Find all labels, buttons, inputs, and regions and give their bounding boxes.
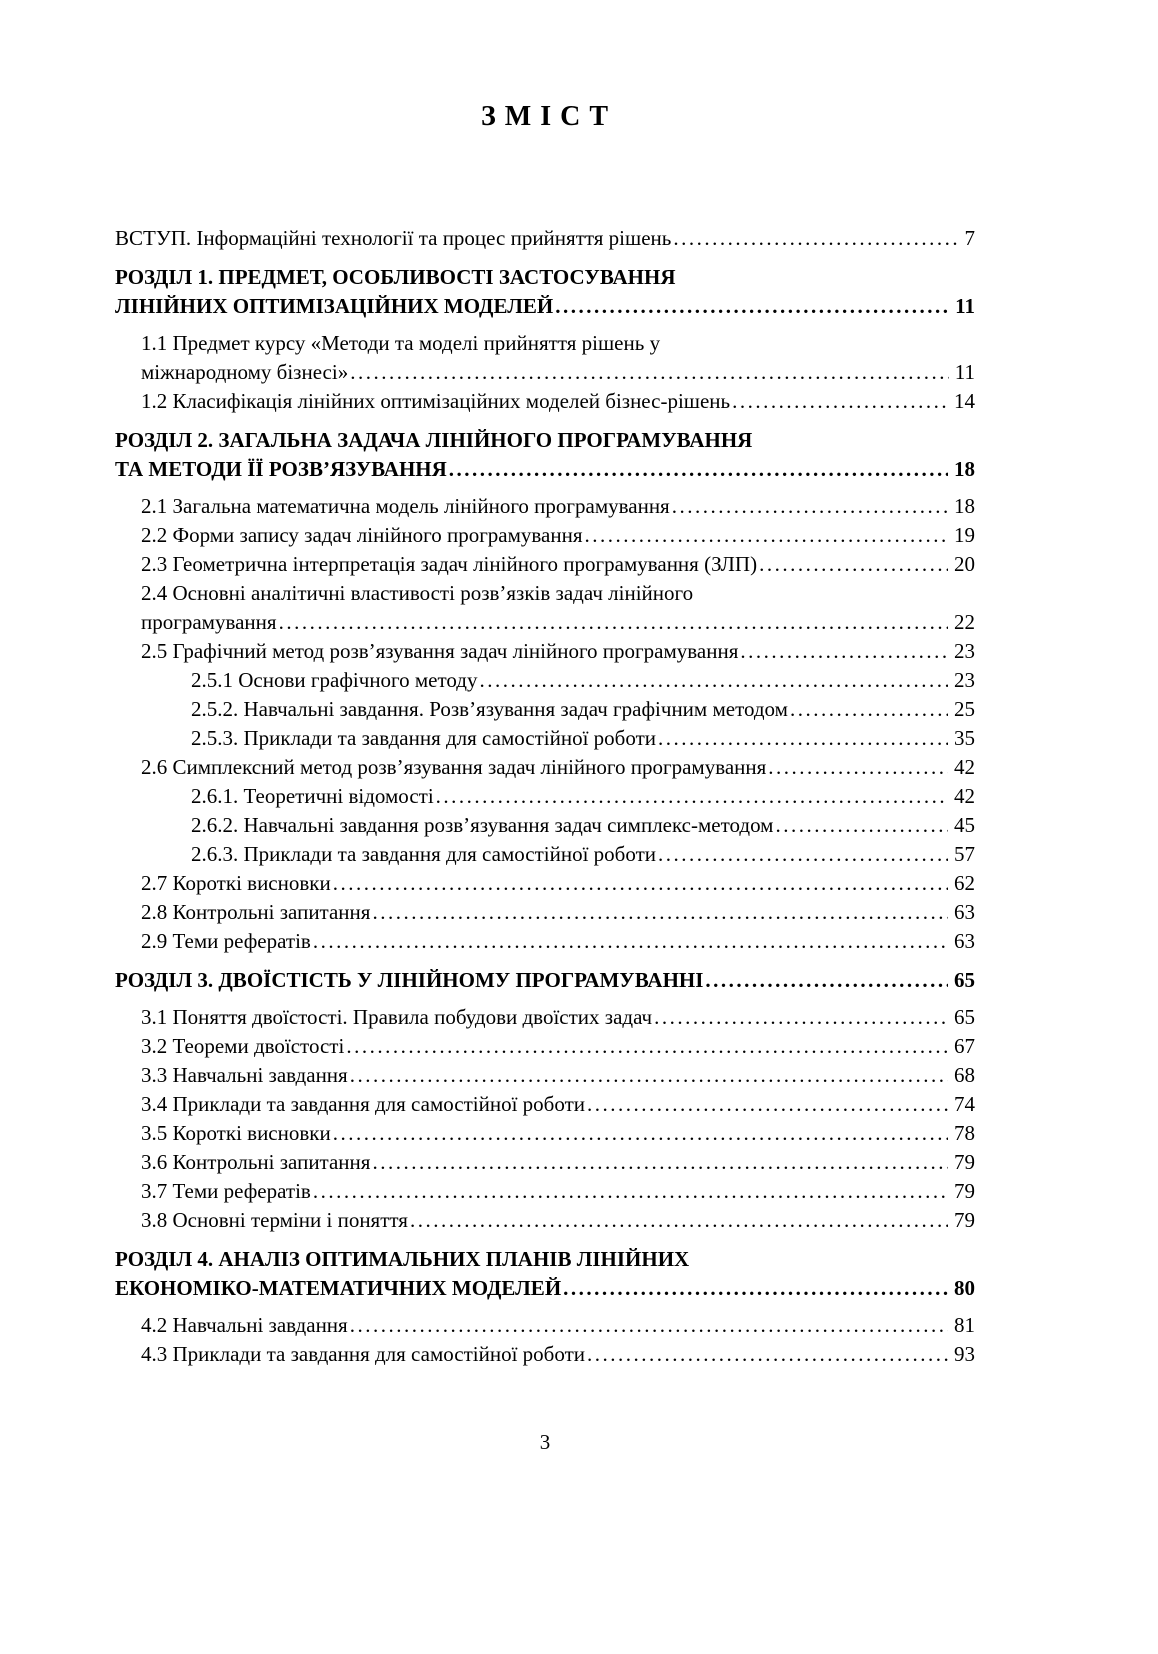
toc-entry	[115, 927, 975, 956]
toc-entry-text: 2.9 Теми рефератів	[141, 929, 311, 953]
toc-entry	[115, 224, 975, 253]
toc-entry	[115, 492, 975, 521]
toc-line	[141, 637, 975, 666]
toc-entry-text: ТА МЕТОДИ ЇЇ РОЗВ’ЯЗУВАННЯ	[115, 457, 447, 481]
toc-entry-text: 3.2 Теореми двоїстості	[141, 1034, 345, 1058]
toc-entry-text: програмування	[141, 610, 277, 634]
toc-line	[191, 695, 975, 724]
dot-leader	[333, 869, 948, 898]
dot-leader	[654, 1003, 948, 1032]
dot-leader	[672, 492, 948, 521]
toc-entry-page: 7	[964, 226, 975, 250]
toc-entry	[115, 840, 975, 869]
toc-entry-page: 80	[954, 1276, 975, 1300]
toc-entry	[115, 1003, 975, 1032]
toc-entry-page: 45	[954, 813, 975, 837]
dot-leader	[775, 811, 948, 840]
toc-entry-page: 22	[954, 610, 975, 634]
toc-entry	[115, 387, 975, 416]
toc-line	[141, 1177, 975, 1206]
toc-line	[141, 550, 975, 579]
dot-leader	[313, 927, 948, 956]
toc-entry	[115, 898, 975, 927]
toc-line	[141, 521, 975, 550]
toc-entry-section	[115, 966, 975, 995]
dot-leader	[449, 455, 948, 484]
toc-entry	[115, 724, 975, 753]
toc-entry-text: 2.2 Форми запису задач лінійного програмування	[141, 523, 583, 547]
toc-line	[141, 329, 975, 358]
dot-leader	[587, 1090, 948, 1119]
dot-leader	[479, 666, 948, 695]
toc-entry-page: 11	[954, 360, 975, 384]
toc-entry-text: 1.1 Предмет курсу «Методи та моделі прийняття рішень у	[141, 331, 661, 355]
toc-entry-text: 2.4 Основні аналітичні властивості розв’язків задач лінійного	[141, 581, 694, 605]
toc-line	[141, 1090, 975, 1119]
toc-entry-page: 68	[954, 1063, 975, 1087]
toc-line	[141, 898, 975, 927]
toc-list	[115, 224, 975, 1369]
toc-line	[141, 927, 975, 956]
toc-entry-text: 2.8 Контрольні запитання	[141, 900, 371, 924]
toc-line	[141, 579, 975, 608]
toc-entry-section	[115, 426, 975, 484]
toc-entry-page: 25	[954, 697, 975, 721]
toc-entry	[115, 666, 975, 695]
page-title: З М І С Т	[481, 101, 609, 132]
toc-line	[115, 455, 975, 484]
toc-entry-text: 4.3 Приклади та завдання для самостійної роботи	[141, 1342, 585, 1366]
dot-leader	[759, 550, 948, 579]
dot-leader	[313, 1177, 948, 1206]
toc-entry-page: 79	[954, 1150, 975, 1174]
toc-entry	[115, 869, 975, 898]
toc-entry-section	[115, 1245, 975, 1303]
toc-entry-text: 3.5 Короткі висновки	[141, 1121, 331, 1145]
dot-leader	[372, 1148, 948, 1177]
toc-line	[141, 1340, 975, 1369]
toc-entry-text: 2.6.3. Приклади та завдання для самостійної роботи	[191, 842, 656, 866]
toc-line	[141, 492, 975, 521]
toc-line	[141, 1311, 975, 1340]
toc-entry	[115, 1061, 975, 1090]
toc-entry-text: міжнародному бізнесі»	[141, 360, 349, 384]
toc-entry-text: РОЗДІЛ 1. ПРЕДМЕТ, ОСОБЛИВОСТІ ЗАСТОСУВАННЯ	[115, 265, 676, 289]
dot-leader	[350, 1061, 948, 1090]
toc-entry-text: ЕКОНОМІКО-МАТЕМАТИЧНИХ МОДЕЛЕЙ	[115, 1276, 562, 1300]
toc-entry	[115, 1206, 975, 1235]
toc-line	[141, 1003, 975, 1032]
dot-leader	[658, 724, 948, 753]
toc-entry	[115, 1032, 975, 1061]
toc-entry	[115, 329, 975, 387]
toc-line	[141, 753, 975, 782]
toc-line	[115, 263, 975, 292]
toc-line	[141, 1119, 975, 1148]
toc-entry-text: 2.6.1. Теоретичні відомості	[191, 784, 434, 808]
toc-entry-page: 20	[954, 552, 975, 576]
toc-entry-page: 63	[954, 900, 975, 924]
toc-entry	[115, 695, 975, 724]
toc-line	[141, 608, 975, 637]
dot-leader	[673, 224, 958, 253]
toc-line	[115, 1274, 975, 1303]
toc-entry-text: РОЗДІЛ 4. АНАЛІЗ ОПТИМАЛЬНИХ ПЛАНІВ ЛІНІЙНИХ	[115, 1247, 690, 1271]
toc-entry-page: 42	[954, 755, 975, 779]
toc-entry-page: 23	[954, 668, 975, 692]
toc-entry-text: 2.6 Симплексний метод розв’язування задач лінійного програмування	[141, 755, 767, 779]
toc-entry-page: 67	[954, 1034, 975, 1058]
toc-entry-text: 3.7 Теми рефератів	[141, 1179, 311, 1203]
toc-entry	[115, 550, 975, 579]
toc-entry	[115, 521, 975, 550]
toc-line	[115, 1245, 975, 1274]
toc-entry	[115, 1119, 975, 1148]
toc-entry-text: 2.5.3. Приклади та завдання для самостійної роботи	[191, 726, 656, 750]
toc-entry-page: 18	[954, 457, 975, 481]
toc-entry-text: ВСТУП. Інформаційні технології та процес прийняття рішень	[115, 226, 672, 250]
toc-line	[141, 1148, 975, 1177]
toc-line	[141, 869, 975, 898]
toc-entry	[115, 782, 975, 811]
toc-entry	[115, 1090, 975, 1119]
dot-leader	[587, 1340, 948, 1369]
toc-entry	[115, 1311, 975, 1340]
toc-entry-page: 74	[954, 1092, 975, 1116]
toc-entry	[115, 637, 975, 666]
toc-line	[191, 666, 975, 695]
toc-entry-text: 2.1 Загальна математична модель лінійного програмування	[141, 494, 670, 518]
toc-line	[141, 358, 975, 387]
dot-leader	[563, 1274, 948, 1303]
toc-entry-page: 62	[954, 871, 975, 895]
toc-line	[191, 811, 975, 840]
dot-leader	[732, 387, 948, 416]
toc-entry-page: 19	[954, 523, 975, 547]
toc-line	[141, 1061, 975, 1090]
toc-entry-page: 18	[954, 494, 975, 518]
toc-line	[141, 1206, 975, 1235]
dot-leader	[705, 966, 948, 995]
toc-entry-page: 79	[954, 1179, 975, 1203]
toc-entry	[115, 579, 975, 637]
toc-entry-text: 4.2 Навчальні завдання	[141, 1313, 348, 1337]
toc-entry-text: 3.6 Контрольні запитання	[141, 1150, 371, 1174]
toc-entry-text: 3.1 Поняття двоїстості. Правила побудови двоїстих задач	[141, 1005, 653, 1029]
toc-entry-text: РОЗДІЛ 2. ЗАГАЛЬНА ЗАДАЧА ЛІНІЙНОГО ПРОГРАМУВАННЯ	[115, 428, 753, 452]
dot-leader	[372, 898, 948, 927]
toc-line	[141, 1032, 975, 1061]
dot-leader	[555, 292, 949, 321]
dot-leader	[333, 1119, 948, 1148]
toc-entry	[115, 1340, 975, 1369]
dot-leader	[279, 608, 948, 637]
toc-entry-page: 63	[954, 929, 975, 953]
toc-entry-text: 2.6.2. Навчальні завдання розв’язування задач симплекс-методом	[191, 813, 774, 837]
toc-entry-text: 2.3 Геометрична інтерпретація задач лінійного програмування (ЗЛП)	[141, 552, 758, 576]
dot-leader	[410, 1206, 948, 1235]
toc-entry	[115, 811, 975, 840]
toc-entry-page: 93	[954, 1342, 975, 1366]
toc-line	[115, 292, 975, 321]
toc-entry	[115, 1177, 975, 1206]
toc-entry-section	[115, 263, 975, 321]
toc-line	[141, 387, 975, 416]
dot-leader	[346, 1032, 948, 1061]
toc-entry	[115, 753, 975, 782]
toc-entry-text: ЛІНІЙНИХ ОПТИМІЗАЦІЙНИХ МОДЕЛЕЙ	[115, 294, 554, 318]
dot-leader	[658, 840, 948, 869]
toc-entry-text: 1.2 Класифікація лінійних оптимізаційних моделей бізнес-рішень	[141, 389, 731, 413]
toc-entry-text: 3.8 Основні терміни і поняття	[141, 1208, 408, 1232]
toc-entry-page: 35	[954, 726, 975, 750]
toc-entry-text: РОЗДІЛ 3. ДВОЇСТІСТЬ У ЛІНІЙНОМУ ПРОГРАМУВАННІ	[115, 968, 704, 992]
dot-leader	[350, 1311, 948, 1340]
toc-entry-page: 65	[954, 1005, 975, 1029]
toc-entry-page: 42	[954, 784, 975, 808]
toc-entry-page: 78	[954, 1121, 975, 1145]
dot-leader	[768, 753, 948, 782]
toc-entry-page: 65	[954, 968, 975, 992]
dot-leader	[436, 782, 948, 811]
dot-leader	[350, 358, 949, 387]
toc-entry-text: 2.5.2. Навчальні завдання. Розв’язування задач графічним методом	[191, 697, 788, 721]
page-number: 3	[539, 1430, 551, 1454]
toc-line	[191, 724, 975, 753]
toc-entry-page: 81	[954, 1313, 975, 1337]
toc-entry-text: 3.3 Навчальні завдання	[141, 1063, 348, 1087]
toc-entry-page: 11	[955, 294, 975, 318]
dot-leader	[740, 637, 948, 666]
toc-entry	[115, 1148, 975, 1177]
dot-leader	[790, 695, 948, 724]
toc-entry-text: 2.7 Короткі висновки	[141, 871, 331, 895]
toc-content	[115, 100, 975, 1369]
toc-line	[191, 840, 975, 869]
toc-entry-page: 79	[954, 1208, 975, 1232]
toc-line	[115, 966, 975, 995]
toc-entry-page: 57	[954, 842, 975, 866]
toc-entry-text: 2.5 Графічний метод розв’язування задач лінійного програмування	[141, 639, 739, 663]
toc-entry-text: 3.4 Приклади та завдання для самостійної роботи	[141, 1092, 585, 1116]
toc-line	[115, 426, 975, 455]
toc-entry-page: 14	[954, 389, 975, 413]
toc-entry-text: 2.5.1 Основи графічного методу	[191, 668, 478, 692]
dot-leader	[585, 521, 948, 550]
toc-line	[191, 782, 975, 811]
toc-line	[115, 224, 975, 253]
toc-entry-page: 23	[954, 639, 975, 663]
